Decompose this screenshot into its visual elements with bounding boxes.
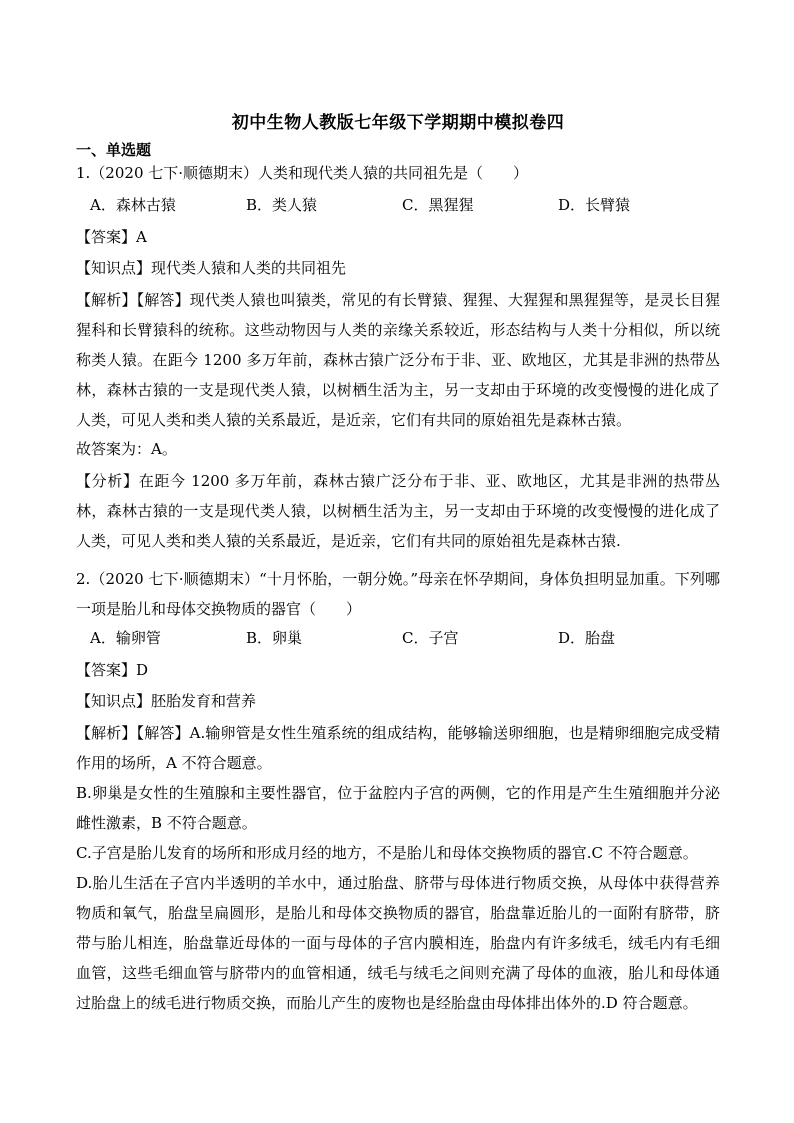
question-1 xyxy=(76,159,720,556)
analysis-option-d: D.胎儿生活在子宫内半透明的羊水中，通过胎盘、脐带与母体进行物质交换，从母体中获得营养物质和氧气，胎盘呈扁圆形，是胎儿和母体交换物质的器官，胎盘靠近胎儿的一面附有脐带，脐带与胎儿相连，胎盘靠近母体的一面与母体的子宫内膜相连，胎盘内有许多绒毛，绒毛内有毛细血管，这些毛细血管与脐带内的血管相通，绒毛与绒毛之间则充满了母体的血液，胎儿和母体通过胎盘上的绒毛进行物质交换，而胎儿产生的废物也是经胎盘由母体排出体外的.D 符合题意。 xyxy=(76,874,720,1012)
option-b: B．类人猿 xyxy=(246,196,318,214)
option-d: D．长臂猿 xyxy=(558,196,631,214)
option-a: A．输卵管 xyxy=(90,629,161,647)
question-stem: 2.（2020 七下·顺德期末）“十月怀胎，一朝分娩。”母亲在怀孕期间，身体负担明显加重。下列哪一项是胎儿和母体交换物质的器官（ ） xyxy=(76,570,720,618)
analysis-note: 【分析】在距今 1200 多万年前，森林古猿广泛分布于非、亚、欧地区，尤其是非洲的热带丛林，森林古猿的一支是现代类人猿，以树栖生活为主，另一支却由于环境的改变慢慢的进化成了人类，可见人类和类人猿的关系最近，是近亲，它们有共同的原始祖先是森林古猿. xyxy=(76,472,720,550)
option-d: D．胎盘 xyxy=(558,629,616,647)
analysis-text: 【解析】【解答】现代类人猿也叫猿类，常见的有长臂猿、猩猩、大猩猩和黑猩猩等，是灵长目猩猩科和长臂猿科的统称。这些动物因与人类的亲缘关系较近，形态结构与人类十分相似，所以统称类人猿。在距今 1200 多万年前，森林古猿广泛分布于非、亚、欧地区，尤其是非洲的热带丛林，森林古猿的一支是现代类人猿，以树栖生活为主，另一支却由于环境的改变慢慢的进化成了人类，可见人类和类人猿的关系最近，是近亲，它们有共同的原始祖先是森林古猿。 xyxy=(76,291,720,429)
answer-label: 【答案】D xyxy=(76,661,149,679)
option-b: B．卵巢 xyxy=(246,629,303,647)
answer-label: 【答案】A xyxy=(76,228,147,246)
options-row xyxy=(76,191,720,220)
knowledge-point: 【知识点】现代类人猿和人类的共同祖先 xyxy=(76,259,347,277)
question-2 xyxy=(76,564,720,1018)
analysis-option-b: B.卵巢是女性的生殖腺和主要性器官，位于盆腔内子宫的两侧，它的作用是产生生殖细胞并分泌雌性激素，B 不符合题意。 xyxy=(76,784,720,832)
option-a: A．森林古猿 xyxy=(90,196,176,214)
options-row xyxy=(76,624,720,653)
option-c: C．黑猩猩 xyxy=(402,196,474,214)
conclusion-text: 故答案为：A。 xyxy=(76,440,177,458)
section-title: 一、单选题 xyxy=(76,141,152,159)
option-c: C．子宫 xyxy=(402,629,459,647)
analysis-option-a: 【解析】【解答】A.输卵管是女性生殖系统的组成结构，能够输送卵细胞，也是精卵细胞完成受精作用的场所，A 不符合题意。 xyxy=(76,724,720,772)
analysis-option-c: C.子宫是胎儿发育的场所和形成月经的地方，不是胎儿和母体交换物质的器官.C 不符合题意。 xyxy=(76,844,698,862)
knowledge-point: 【知识点】胚胎发育和营养 xyxy=(76,692,257,710)
question-stem: 1.（2020 七下·顺德期末）人类和现代类人猿的共同祖先是（ ） xyxy=(76,164,529,182)
page-title: 初中生物人教版七年级下学期期中模拟卷四 xyxy=(231,113,565,133)
